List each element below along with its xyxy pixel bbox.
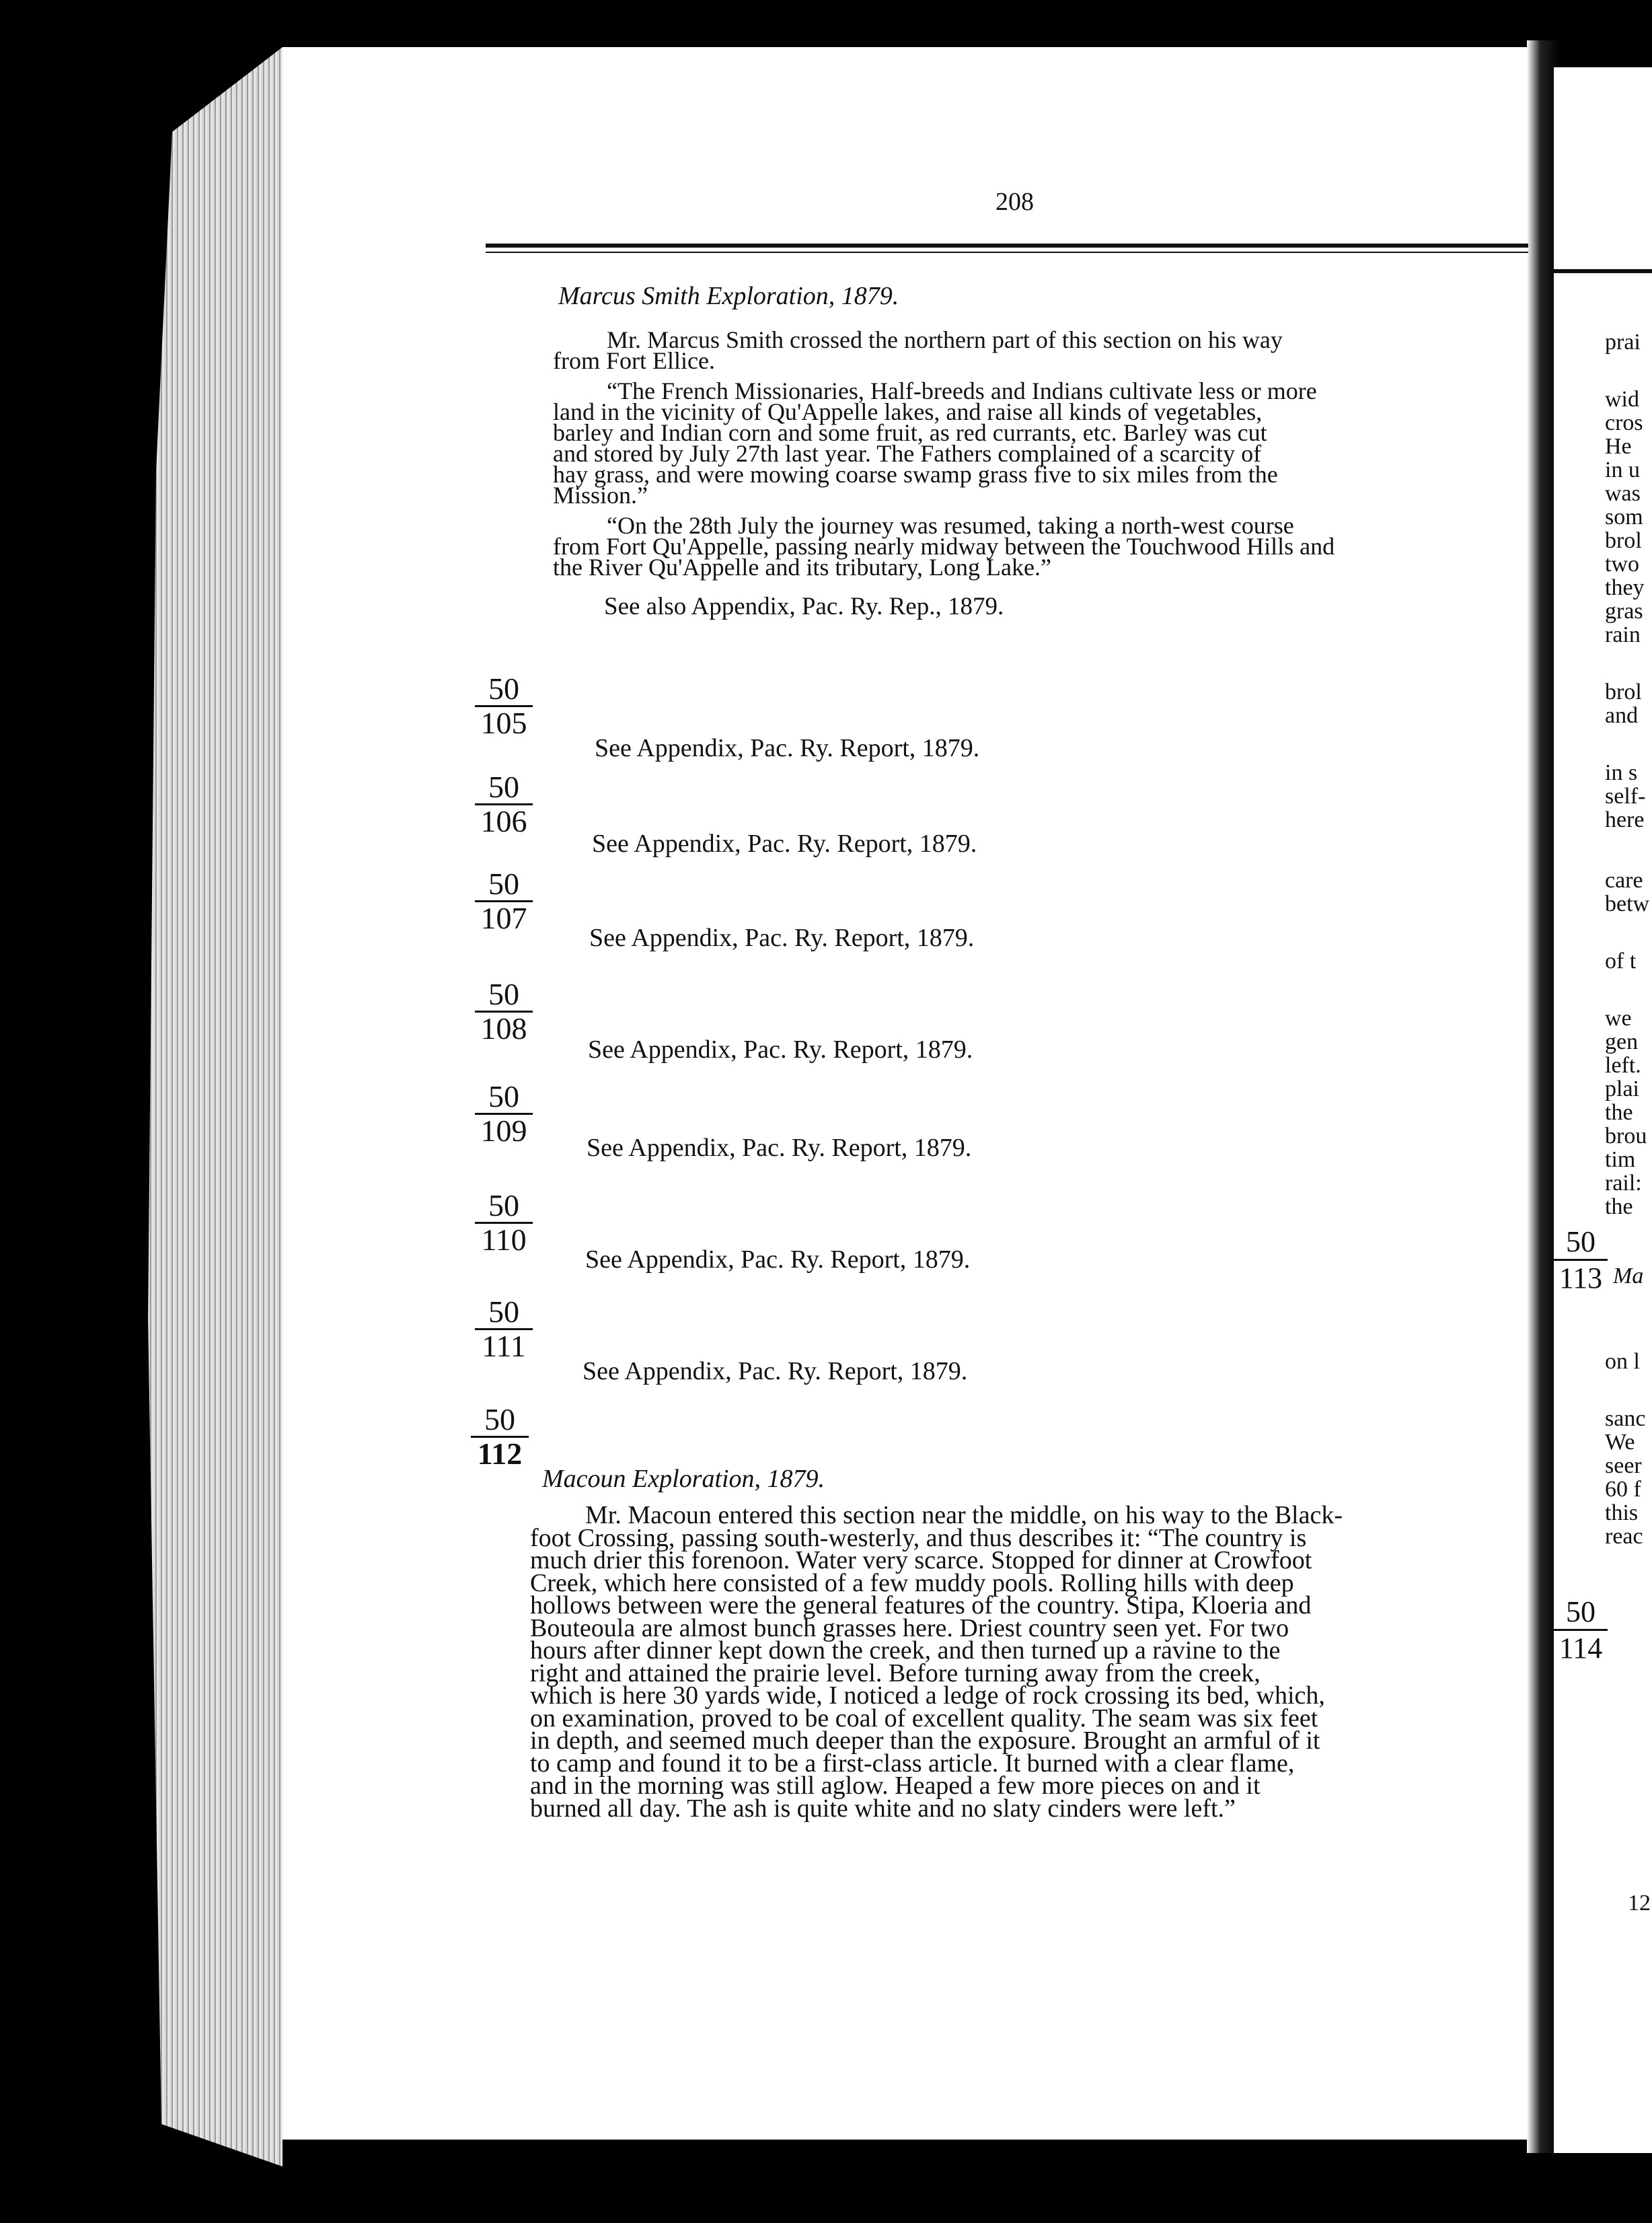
right-page-word: cros (1605, 410, 1643, 435)
right-page-section-fraction (1554, 1595, 1608, 1665)
fraction-denominator: 114 (1559, 1632, 1603, 1665)
right-page-word: rain (1605, 622, 1641, 647)
right-page-word: sanc (1605, 1406, 1646, 1431)
text-line: foot Crossing, passing south-westerly, and thus describes it: “The country is (530, 1523, 1307, 1552)
smith-paragraph-1 (553, 326, 1522, 374)
right-page-word: brol (1605, 528, 1642, 553)
text-line: land in the vicinity of Qu'Appelle lakes, and raise all kinds of vegetables, (553, 398, 1263, 425)
fraction-numerator: 50 (1554, 1225, 1608, 1261)
text-line: Mission.” (553, 482, 648, 509)
text-line: from Fort Qu'Appelle, passing nearly midway between the Touchwood Hills and (553, 533, 1335, 560)
text-line: burned all day. The ash is quite white and no slaty cinders were left.” (530, 1794, 1236, 1823)
right-page-word: they (1605, 575, 1645, 600)
macoun-heading (542, 1464, 825, 1494)
fraction-numerator: 50 (475, 978, 533, 1013)
section-fraction (475, 1296, 533, 1362)
fraction-numerator: 50 (475, 868, 533, 902)
right-page-word: 60 f (1605, 1477, 1641, 1502)
right-page-word: the (1605, 1194, 1633, 1219)
right-page-word: self- (1605, 784, 1646, 809)
right-page-word: brol (1605, 680, 1642, 704)
right-page-word: rail: (1605, 1171, 1642, 1196)
right-page-word: of t (1605, 949, 1637, 974)
right-page-word: here (1605, 807, 1645, 832)
appendix-reference: See Appendix, Pac. Ry. Report, 1879. (583, 1357, 968, 1385)
fraction-denominator: 113 (1559, 1262, 1603, 1295)
smith-paragraph-2 (553, 377, 1522, 509)
smith-paragraph-3 (553, 512, 1522, 581)
section-fraction (475, 1081, 533, 1147)
right-page-word: brou (1605, 1124, 1647, 1149)
fraction-denominator: 111 (482, 1329, 526, 1363)
right-page-word: tim (1605, 1147, 1636, 1172)
right-page-word: two (1605, 552, 1639, 577)
fraction-numerator: 50 (475, 1190, 533, 1224)
text-line: hay grass, and were mowing coarse swamp grass five to six miles from the (553, 461, 1278, 488)
text-line: Mr. Macoun entered this section near the middle, on his way to the Black- (585, 1501, 1343, 1529)
macoun-heading-text: Macoun Exploration, 1879. (542, 1465, 825, 1493)
right-page-word: plai (1605, 1077, 1639, 1101)
text-line: on examination, proved to be coal of excellent quality. The seam was six feet (530, 1704, 1318, 1733)
right-page-word: we (1605, 1006, 1632, 1031)
right-page-rule (1554, 269, 1652, 273)
smith-see-also: See also Appendix, Pac. Ry. Rep., 1879. (604, 593, 1004, 620)
text-line: Creek, which here consisted of a few muddy pools. Rolling hills with deep (530, 1568, 1294, 1597)
right-page-heading-fragment: Ma (1613, 1264, 1644, 1288)
fraction-numerator: 50 (1554, 1595, 1608, 1631)
header-rule-thin (486, 252, 1528, 253)
fraction-numerator: 50 (475, 1081, 533, 1115)
right-page-word: gen (1605, 1029, 1639, 1054)
text-line: hours after dinner kept down the creek, and then turned up a ravine to the (530, 1636, 1281, 1665)
text-line: from Fort Ellice. (553, 347, 715, 374)
right-page-word: betw (1605, 891, 1650, 916)
right-page-word: in u (1605, 458, 1640, 482)
text-line: which is here 30 yards wide, I noticed a ledge of rock crossing its bed, which, (530, 1681, 1325, 1710)
text-line: in depth, and seemed much deeper than the exposure. Brought an armful of it (530, 1726, 1320, 1755)
right-page-word: the (1605, 1100, 1633, 1125)
fraction-denominator: 105 (480, 706, 527, 740)
right-page-word: on l (1605, 1349, 1640, 1374)
right-page-word: wid (1605, 387, 1639, 412)
right-page-word: We (1605, 1430, 1635, 1455)
text-line: to camp and found it to be a first-class article. It burned with a clear flame, (530, 1749, 1295, 1778)
text-line: barley and Indian corn and some fruit, as red currants, etc. Barley was cut (553, 419, 1267, 446)
fraction-denominator: 109 (480, 1114, 527, 1148)
fraction-numerator: 50 (475, 673, 533, 707)
fraction-denominator: 107 (480, 901, 527, 935)
header-rule (486, 244, 1528, 248)
fraction-denominator: 112 (477, 1436, 523, 1471)
right-page-word: seer (1605, 1453, 1642, 1478)
section-fraction (475, 868, 533, 935)
right-page-word: care (1605, 868, 1643, 893)
smith-heading (558, 281, 899, 311)
book-page-edges (148, 47, 283, 2166)
text-line: hollows between were the general features of the country. Stipa, Kloeria and (530, 1591, 1312, 1619)
text-line: Mr. Marcus Smith crossed the northern part of this section on his way (607, 326, 1283, 353)
fraction-denominator: 110 (481, 1223, 527, 1257)
appendix-reference: See Appendix, Pac. Ry. Report, 1879. (585, 1245, 971, 1274)
text-line: “On the 28th July the journey was resumed, taking a north-west course (607, 512, 1294, 539)
right-page-word: this (1605, 1500, 1639, 1525)
right-page-word: He (1605, 434, 1632, 459)
right-page-word: was (1605, 481, 1641, 506)
section-fraction (475, 771, 533, 838)
right-page-word: prai (1605, 330, 1641, 355)
fraction-numerator: 50 (475, 1296, 533, 1330)
fraction-numerator: 50 (475, 771, 533, 805)
right-page-word: left. (1605, 1053, 1641, 1078)
fraction-denominator: 108 (480, 1011, 527, 1046)
text-line: Bouteoula are almost bunch grasses here. Driest country seen yet. For two (530, 1613, 1289, 1642)
right-page-number-fragment: 12 (1628, 1891, 1651, 1916)
appendix-reference: See Appendix, Pac. Ry. Report, 1879. (587, 1134, 972, 1162)
text-line: much drier this forenoon. Water very scarce. Stopped for dinner at Crowfoot (530, 1546, 1312, 1574)
text-line: and in the morning was still aglow. Heaped a few more pieces on and it (530, 1772, 1261, 1800)
section-fraction (475, 978, 533, 1045)
right-page-word: gras (1605, 599, 1643, 624)
text-line: right and attained the prairie level. Before turning away from the creek, (530, 1659, 1261, 1687)
smith-heading-text: Marcus Smith Exploration, 1879. (558, 282, 899, 310)
fraction-numerator: 50 (471, 1404, 529, 1438)
macoun-paragraph (530, 1501, 1519, 1823)
appendix-reference: See Appendix, Pac. Ry. Report, 1879. (589, 924, 975, 952)
text-line: the River Qu'Appelle and its tributary, Long Lake.” (553, 554, 1051, 581)
fraction-denominator: 106 (480, 804, 527, 838)
text-line: “The French Missionaries, Half-breeds and Indians cultivate less or more (607, 377, 1317, 404)
right-page-word: som (1605, 505, 1643, 530)
text-line: and stored by July 27th last year. The Fathers complained of a scarcity of (553, 440, 1262, 467)
appendix-reference: See Appendix, Pac. Ry. Report, 1879. (588, 1035, 973, 1064)
section-fraction (475, 673, 533, 739)
appendix-reference: See Appendix, Pac. Ry. Report, 1879. (592, 830, 977, 858)
right-page-word: in s (1605, 760, 1638, 785)
page-number: 208 (996, 188, 1034, 216)
right-page-section-fraction (1554, 1225, 1608, 1295)
section-fraction (475, 1190, 533, 1256)
right-page-fragment (1554, 67, 1652, 2153)
appendix-reference: See Appendix, Pac. Ry. Report, 1879. (595, 734, 980, 762)
right-page-word: reac (1605, 1524, 1643, 1549)
section-fraction (471, 1404, 529, 1470)
right-page-word: and (1605, 703, 1639, 728)
